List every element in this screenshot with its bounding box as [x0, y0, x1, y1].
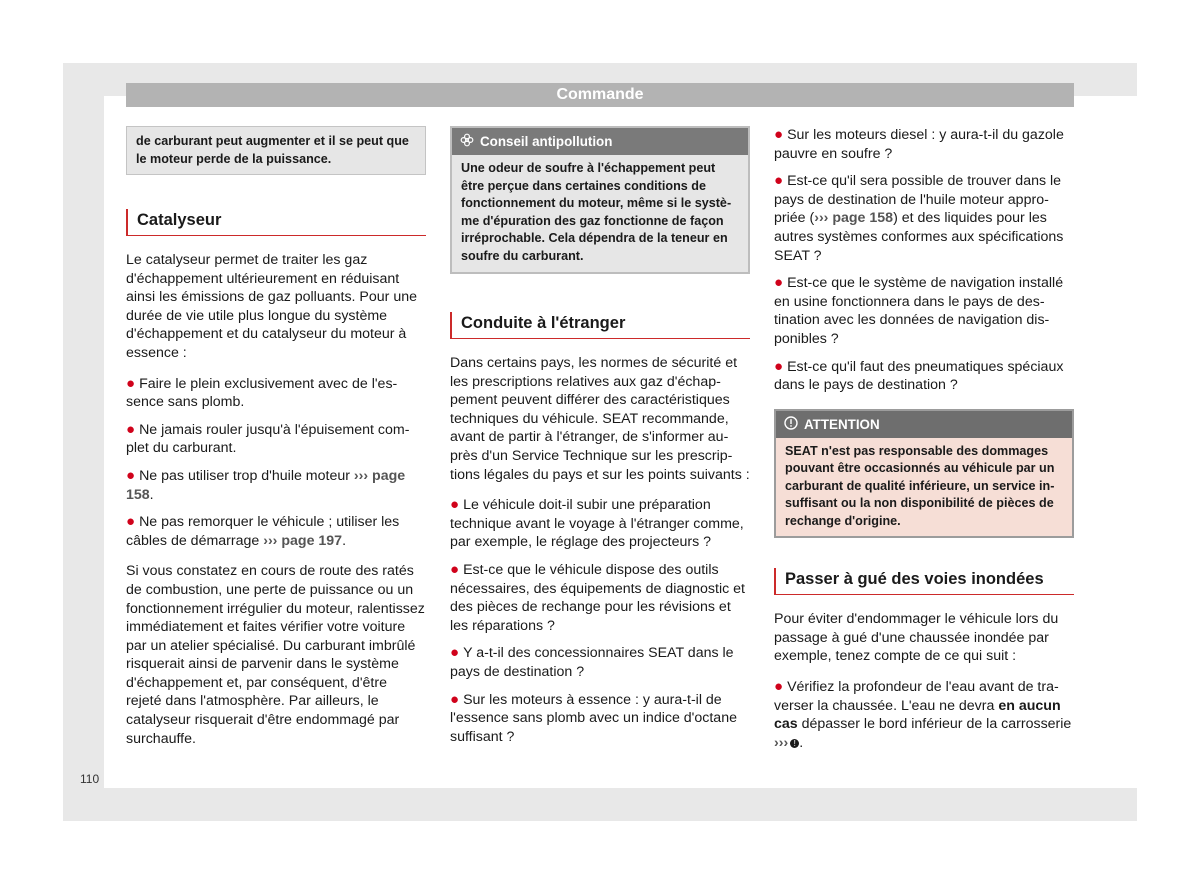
section-title-passer-a-gue: Passer à gué des voies inondées — [774, 568, 1074, 595]
bullet-dot-icon: ● — [450, 560, 460, 578]
list-item: ● Ne pas utiliser trop d'huile moteur ››› page 158. — [126, 466, 406, 503]
pollution-tip-box — [450, 126, 750, 274]
page-header: Commande — [126, 83, 1074, 107]
list-item: ● Ne pas remorquer le véhicule ; utiliser les câbles de démarrage ››› page 197. — [126, 513, 400, 549]
warning-icon — [784, 416, 798, 435]
bullet-dot-icon: ● — [774, 126, 784, 143]
list-item: ● Sur les moteurs diesel : y aura-t-il du gazole pauvre en soufre ? — [774, 126, 1064, 162]
list-item: ● Est-ce que le système de navigation installé en usine fonctionnera dans le pays de destination avec les données de navigation disponibles ? — [774, 274, 1064, 347]
flower-icon — [460, 133, 474, 152]
paragraph: Si vous constatez en cours de route des ratés de combustion, une perte de puissance ou un fonctionnement irrégulier du moteur, ralentissez immédiatement et faites vérifier votre voiture par un atelier spécialisé. Du carburant imbrûlé risquerait ainsi de parvenir dans le système d'échappement et, par conséquent, d'être rejeté dans l'atmosphère. Par ailleurs, le catalyseur risquerait d'être endommagé par surchauffe. — [126, 563, 425, 747]
section-title-conduite-etranger: Conduite à l'étranger — [450, 312, 750, 339]
exclamation-icon: ! — [790, 739, 799, 748]
column-1 — [126, 126, 426, 757]
attention-text: SEAT n'est pas responsable des dommages pouvant être occasionnés au véhicule par un carburant de qualité inférieure, un service insuffisant ou la non disponibilité de pièces de rechange d'origine. — [785, 443, 1055, 528]
bullet-dot-icon: ● — [774, 357, 784, 375]
bullet-dot-icon: ● — [774, 678, 784, 695]
list-item: ● Sur les moteurs à essence : y aura-t-il de l'essence sans plomb avec un indice d'octane suffisant ? — [450, 690, 737, 745]
page-number: 110 — [80, 772, 100, 786]
attention-header: ATTENTION — [776, 411, 1072, 438]
page-reference-link[interactable]: ››› page 158 — [814, 210, 894, 227]
column-3 — [774, 126, 1074, 761]
list-item: ● Le véhicule doit-il subir une préparation technique avant le voyage à l'étranger comme, par exemple, le réglage des projecteurs ? — [450, 496, 744, 551]
bullet-dot-icon: ● — [126, 420, 136, 438]
list-item: ● Ne jamais rouler jusqu'à l'épuisement complet du carburant. — [126, 420, 410, 457]
bullet-list — [450, 496, 750, 746]
bullet-list — [774, 126, 1074, 395]
paragraph: Dans certains pays, les normes de sécurité et les prescriptions relatives aux gaz d'échappement peuvent différer des caractéristiques techniques du véhicule. SEAT recommande, avant de partir à l'étranger, de s'informer auprès d'un Service Technique sur les prescriptions légales du pays et sur les points suivants : — [450, 355, 750, 483]
bullet-dot-icon: ● — [774, 172, 784, 190]
list-item: ● Est-ce que le véhicule dispose des outils nécessaires, des équipements de diagnostic et des pièces de rechange pour les révisions et les réparations ? — [450, 560, 745, 634]
bullet-dot-icon: ● — [126, 513, 136, 531]
pollution-tip-header: Conseil antipollution — [452, 128, 748, 155]
list-item: ● Est-ce qu'il sera possible de trouver dans le pays de destination de l'huile moteur appropriée (››› page 158) et des liquides pour les autres systèmes conformes aux spécifications SEAT ? — [774, 172, 1064, 264]
column-2 — [450, 126, 750, 755]
bullet-dot-icon: ● — [774, 274, 784, 292]
list-item: ● Y a-t-il des concessionnaires SEAT dans le pays de destination ? — [450, 644, 734, 680]
bullet-dot-icon: ● — [450, 690, 460, 708]
attention-box — [774, 409, 1074, 539]
bullet-dot-icon: ● — [126, 374, 136, 392]
warning-reference-link[interactable]: ››› — [774, 734, 789, 751]
bullet-dot-icon: ● — [450, 644, 460, 662]
pollution-tip-text: Une odeur de soufre à l'échappement peut être perçue dans certaines conditions de fonctionnement du moteur, même si le système d'épuration des gaz fonctionne de façon irréprochable. Cela dépendra de la teneur en soufre du carburant. — [461, 161, 732, 263]
list-item: ● Faire le plein exclusivement avec de l'essence sans plomb. — [126, 374, 398, 411]
page-reference-link[interactable]: ››› page 158 — [126, 467, 406, 503]
paragraph: Pour éviter d'endommager le véhicule lors du passage à gué d'une chaussée inondée par exemple, tenez compte de ce qui suit : — [774, 611, 1059, 665]
bullet-dot-icon: ● — [450, 496, 460, 514]
list-item: ● Vérifiez la profondeur de l'eau avant de traverser la chaussée. L'eau ne devra en aucun cas dépasser le bord inférieur de la carrosserie ››› ! . — [774, 678, 1072, 751]
list-item: ● Est-ce qu'il faut des pneumatiques spéciaux dans le pays de destination ? — [774, 357, 1064, 394]
section-title-catalyseur: Catalyseur — [126, 209, 426, 236]
bullet-list — [126, 375, 426, 551]
continued-text-box: de carburant peut augmenter et il se peut que le moteur perde de la puissance. — [126, 126, 426, 175]
bullet-dot-icon: ● — [126, 466, 136, 484]
page-reference-link[interactable]: ››› page 197 — [263, 532, 343, 549]
paragraph: Le catalyseur permet de traiter les gaz d'échappement ultérieurement en réduisant ainsi les émissions de gaz polluants. Pour une durée de vie utile plus longue du système d'échappement et du catalyseur du moteur à essence : — [126, 252, 418, 361]
